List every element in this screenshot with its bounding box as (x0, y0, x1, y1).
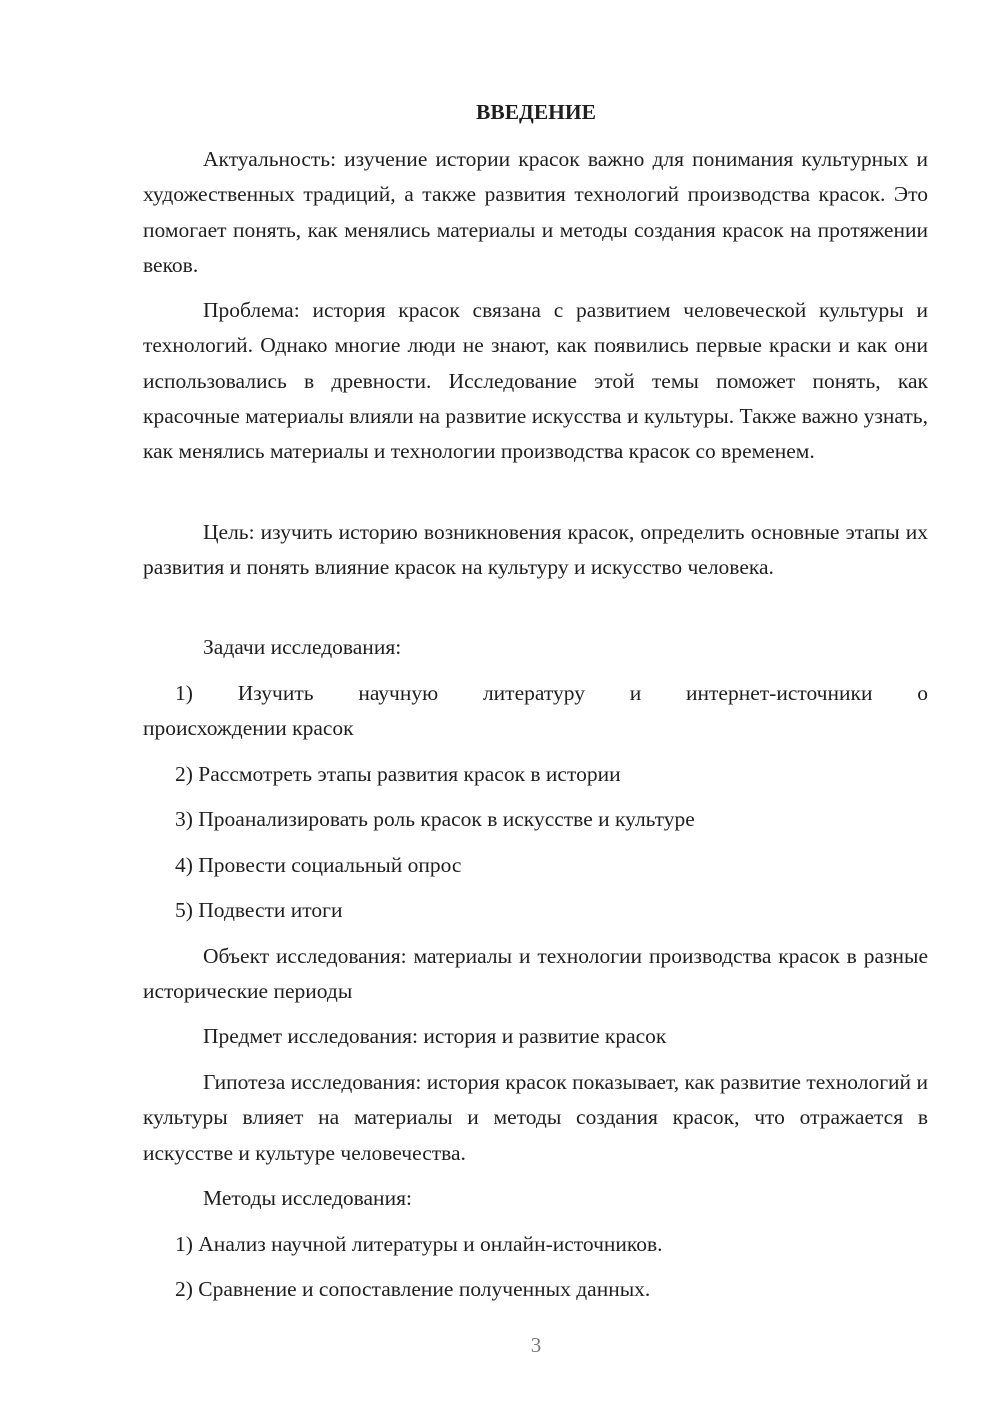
task-item-1-line2: происхождении красок (143, 716, 354, 741)
task-item-1 (143, 676, 928, 747)
task-item-3: 3) Проанализировать роль красок в искусстве и культуре (175, 807, 695, 831)
task-item-1-line1: 1) Изучить научную литературу и интернет-источники о (175, 681, 928, 705)
methods-heading: Методы исследования: (203, 1186, 412, 1210)
paragraph-goal: Цель: изучить историю возникновения красок, определить основные этапы их развития и понять влияние красок на культуру и искусство человека. (143, 520, 928, 580)
page-number: 3 (530, 1333, 542, 1357)
task-item-5: 5) Подвести итоги (175, 898, 343, 922)
task-item-4: 4) Провести социальный опрос (175, 853, 462, 877)
paragraph-problem: Проблема: история красок связана с развитием человеческой культуры и технологий. Однако многие люди не знают, как появились первые краски и как они использовались в древности. Исследование этой темы поможет понять, как красочные материалы влияли на развитие искусства и культуры. Также важно узнать, как менялись материалы и технологии производства красок со временем. (143, 298, 928, 464)
page-title: ВВЕДЕНИЕ (476, 100, 596, 124)
paragraph-hypothesis: Гипотеза исследования: история красок показывает, как развитие технологий и культуры влияет на материалы и методы создания красок, что отражается в искусстве и культуре человечества. (143, 1070, 928, 1165)
task-item-2: 2) Рассмотреть этапы развития красок в истории (175, 762, 621, 786)
paragraph-object: Объект исследования: материалы и технологии производства красок в разные исторические периоды (143, 944, 928, 1004)
tasks-heading: Задачи исследования: (203, 635, 402, 659)
method-item-1: 1) Анализ научной литературы и онлайн-источников. (175, 1232, 663, 1256)
paragraph-relevance: Актуальность: изучение истории красок важно для понимания культурных и художественных традиций, а также развития технологий производства красок. Это помогает понять, как менялись материалы и методы создания красок на протяжении веков. (143, 147, 928, 277)
paragraph-subject: Предмет исследования: история и развитие красок (203, 1024, 667, 1048)
method-item-2: 2) Сравнение и сопоставление полученных данных. (175, 1277, 651, 1301)
